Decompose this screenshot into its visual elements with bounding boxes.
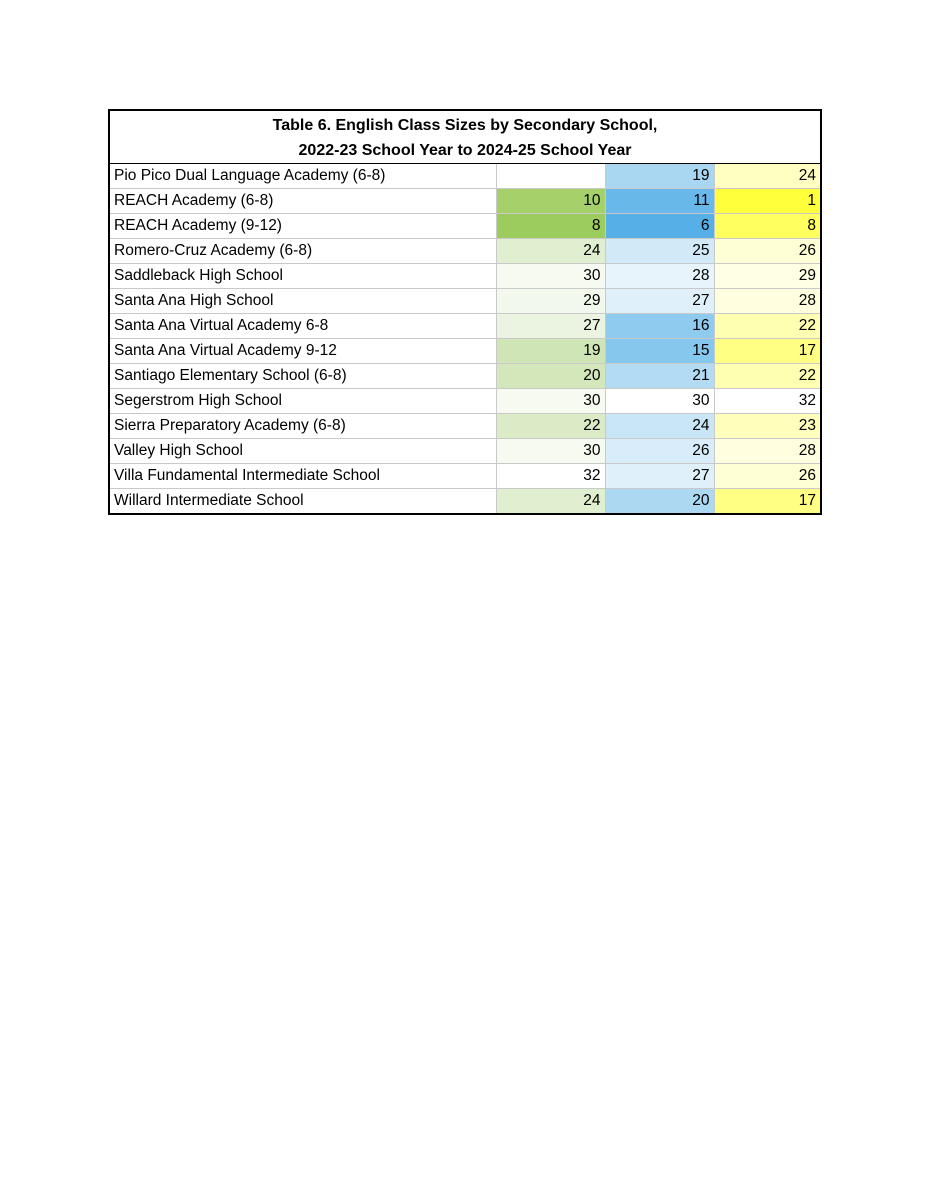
value-cell-2022-23: 30 xyxy=(496,389,605,414)
table-row xyxy=(110,339,820,364)
table-row xyxy=(110,289,820,314)
table-row xyxy=(110,264,820,289)
school-name-cell: Segerstrom High School xyxy=(110,389,496,414)
value-cell-2023-24: 26 xyxy=(605,439,714,464)
value-cell-2022-23 xyxy=(496,164,605,189)
school-name-cell: Santiago Elementary School (6-8) xyxy=(110,364,496,389)
value-cell-2023-24: 6 xyxy=(605,214,714,239)
table-body xyxy=(110,164,820,513)
table-row xyxy=(110,364,820,389)
table-row xyxy=(110,439,820,464)
value-cell-2022-23: 32 xyxy=(496,464,605,489)
table-row xyxy=(110,189,820,214)
table-title xyxy=(110,111,820,164)
value-cell-2022-23: 27 xyxy=(496,314,605,339)
table-row xyxy=(110,164,820,189)
value-cell-2024-25: 1 xyxy=(714,189,820,214)
value-cell-2024-25: 26 xyxy=(714,239,820,264)
value-cell-2023-24: 28 xyxy=(605,264,714,289)
value-cell-2023-24: 27 xyxy=(605,289,714,314)
value-cell-2023-24: 21 xyxy=(605,364,714,389)
value-cell-2022-23: 19 xyxy=(496,339,605,364)
value-cell-2024-25: 32 xyxy=(714,389,820,414)
value-cell-2024-25: 22 xyxy=(714,364,820,389)
value-cell-2023-24: 25 xyxy=(605,239,714,264)
value-cell-2024-25: 28 xyxy=(714,289,820,314)
school-name-cell: REACH Academy (6-8) xyxy=(110,189,496,214)
table-row xyxy=(110,239,820,264)
value-cell-2024-25: 23 xyxy=(714,414,820,439)
table-row xyxy=(110,489,820,514)
value-cell-2022-23: 8 xyxy=(496,214,605,239)
value-cell-2024-25: 17 xyxy=(714,489,820,514)
school-name-cell: Santa Ana High School xyxy=(110,289,496,314)
table-row xyxy=(110,214,820,239)
value-cell-2023-24: 20 xyxy=(605,489,714,514)
value-cell-2023-24: 19 xyxy=(605,164,714,189)
school-name-cell: Santa Ana Virtual Academy 9-12 xyxy=(110,339,496,364)
school-name-cell: Villa Fundamental Intermediate School xyxy=(110,464,496,489)
school-name-cell: Saddleback High School xyxy=(110,264,496,289)
value-cell-2023-24: 16 xyxy=(605,314,714,339)
value-cell-2024-25: 22 xyxy=(714,314,820,339)
school-name-cell: Valley High School xyxy=(110,439,496,464)
school-name-cell: Pio Pico Dual Language Academy (6-8) xyxy=(110,164,496,189)
school-name-cell: Romero-Cruz Academy (6-8) xyxy=(110,239,496,264)
table-title-line-1: Table 6. English Class Sizes by Secondary School, xyxy=(272,117,658,134)
value-cell-2023-24: 11 xyxy=(605,189,714,214)
value-cell-2022-23: 29 xyxy=(496,289,605,314)
table-row xyxy=(110,389,820,414)
value-cell-2024-25: 17 xyxy=(714,339,820,364)
value-cell-2022-23: 30 xyxy=(496,264,605,289)
data-grid xyxy=(110,164,820,513)
value-cell-2024-25: 24 xyxy=(714,164,820,189)
table-title-line-2: 2022-23 School Year to 2024-25 School Year xyxy=(298,141,632,159)
table-row xyxy=(110,414,820,439)
value-cell-2024-25: 28 xyxy=(714,439,820,464)
value-cell-2022-23: 20 xyxy=(496,364,605,389)
school-name-cell: Santa Ana Virtual Academy 6-8 xyxy=(110,314,496,339)
school-name-cell: REACH Academy (9-12) xyxy=(110,214,496,239)
value-cell-2024-25: 29 xyxy=(714,264,820,289)
school-name-cell: Sierra Preparatory Academy (6-8) xyxy=(110,414,496,439)
class-size-table xyxy=(108,109,822,515)
value-cell-2022-23: 30 xyxy=(496,439,605,464)
value-cell-2023-24: 24 xyxy=(605,414,714,439)
value-cell-2024-25: 26 xyxy=(714,464,820,489)
value-cell-2022-23: 24 xyxy=(496,239,605,264)
value-cell-2023-24: 15 xyxy=(605,339,714,364)
value-cell-2023-24: 27 xyxy=(605,464,714,489)
value-cell-2024-25: 8 xyxy=(714,214,820,239)
table-row xyxy=(110,464,820,489)
value-cell-2022-23: 10 xyxy=(496,189,605,214)
value-cell-2022-23: 22 xyxy=(496,414,605,439)
table-row xyxy=(110,314,820,339)
value-cell-2022-23: 24 xyxy=(496,489,605,514)
school-name-cell: Willard Intermediate School xyxy=(110,489,496,514)
value-cell-2023-24: 30 xyxy=(605,389,714,414)
